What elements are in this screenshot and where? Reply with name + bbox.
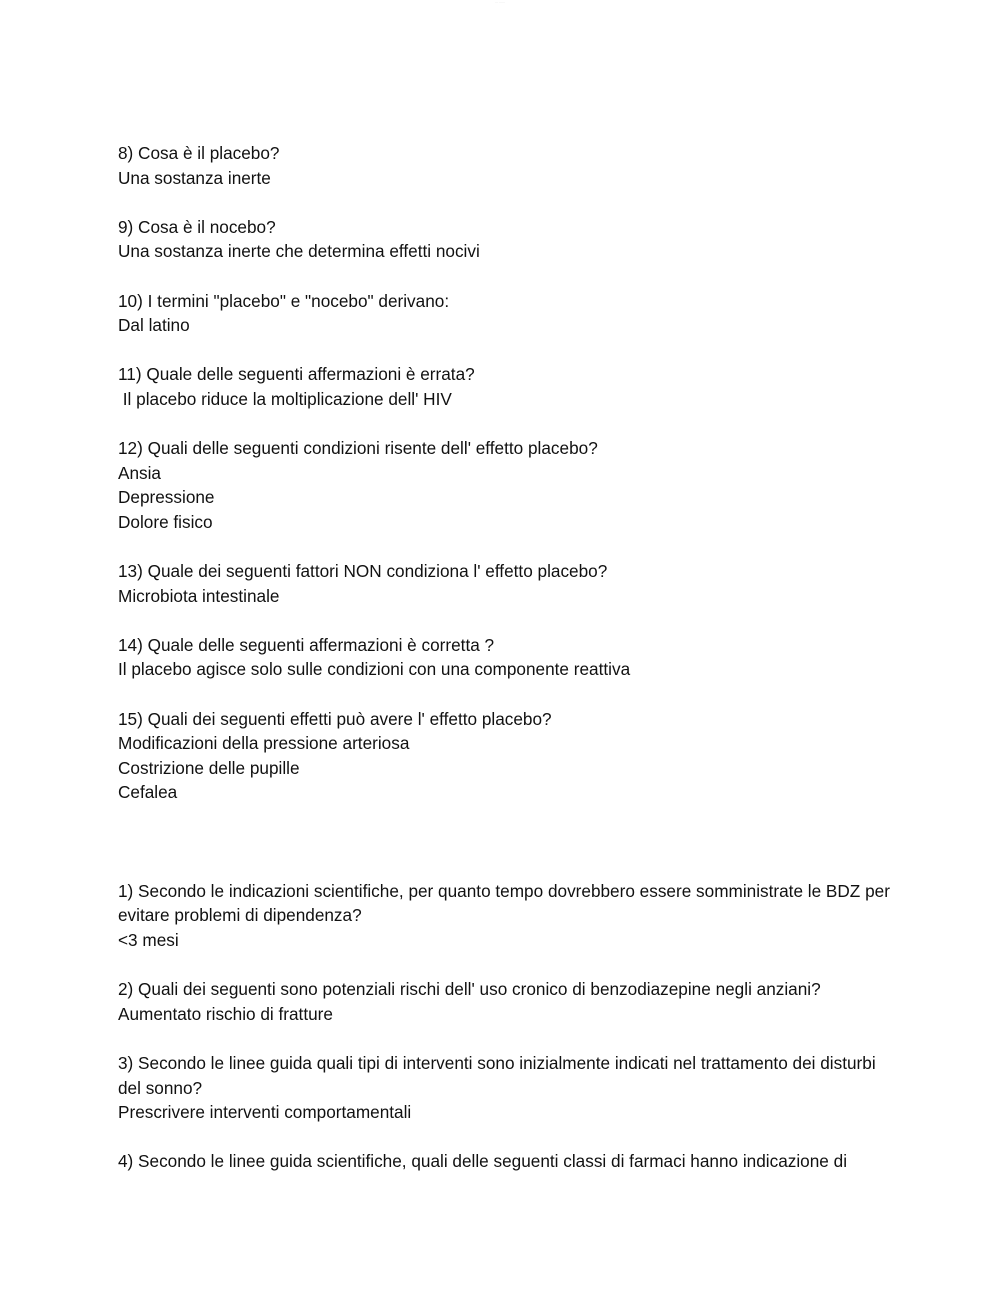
question-block-s2-1 xyxy=(118,879,898,953)
question-block-11 xyxy=(118,362,898,411)
answer-text: Prescrivere interventi comportamentali xyxy=(118,1102,412,1123)
answer-text: Il placebo riduce la moltiplicazione dell' HIV xyxy=(118,388,452,409)
question-text: 13) Quale dei seguenti fattori NON condiziona l' effetto placebo? xyxy=(118,561,608,582)
question-text: 2) Quali dei seguenti sono potenziali rischi dell' uso cronico di benzodiazepine negli anziani? xyxy=(118,979,821,1000)
question-block-s2-2 xyxy=(118,977,898,1026)
question-block-13 xyxy=(118,559,898,608)
section-spacer xyxy=(118,830,898,879)
question-text: 10) I termini "placebo" e "nocebo" derivano: xyxy=(118,290,450,311)
answer-text: Cefalea xyxy=(118,782,178,803)
question-block-14 xyxy=(118,633,898,682)
document-content xyxy=(118,141,898,1199)
answer-text: Aumentato rischio di fratture xyxy=(118,1003,333,1024)
answer-text: Microbiota intestinale xyxy=(118,585,280,606)
question-text: 3) Secondo le linee guida quali tipi di interventi sono inizialmente indicati nel trattamento dei disturbi del sonno? xyxy=(118,1052,881,1098)
answer-text: Una sostanza inerte che determina effetti nocivi xyxy=(118,241,480,262)
answer-text: Costrizione delle pupille xyxy=(118,757,300,778)
answer-text: Dolore fisico xyxy=(118,511,213,532)
question-block-15 xyxy=(118,707,898,805)
question-text: 15) Quali dei seguenti effetti può avere l' effetto placebo? xyxy=(118,708,552,729)
question-block-8 xyxy=(118,141,898,190)
question-block-10 xyxy=(118,289,898,338)
question-block-9 xyxy=(118,215,898,264)
answer-text: <3 mesi xyxy=(118,930,179,950)
question-text: 8) Cosa è il placebo? xyxy=(118,143,280,163)
answer-text: Una sostanza inerte xyxy=(118,167,271,188)
question-text: 14) Quale delle seguenti affermazioni è corretta ? xyxy=(118,634,495,655)
question-text: 11) Quale delle seguenti affermazioni è errata? xyxy=(118,364,475,385)
question-text: 1) Secondo le indicazioni scientifiche, per quanto tempo dovrebbero essere somministrate le BDZ per evitare problemi di dipendenza? xyxy=(118,880,895,926)
answer-text: Modificazioni della pressione arteriosa xyxy=(118,733,410,754)
answer-text: Il placebo agisce solo sulle condizioni con una componente reattiva xyxy=(118,659,631,680)
page-header-mark: ··· ······ xyxy=(495,0,505,4)
answer-text: Dal latino xyxy=(118,315,190,336)
answer-text: Ansia xyxy=(118,462,161,483)
question-text: 4) Secondo le linee guida scientifiche, quali delle seguenti classi di farmaci hanno indicazione di xyxy=(118,1151,848,1172)
question-block-s2-3 xyxy=(118,1051,898,1125)
question-text: 12) Quali delle seguenti condizioni risente dell' effetto placebo? xyxy=(118,438,598,459)
answer-text: Depressione xyxy=(118,487,215,508)
question-text: 9) Cosa è il nocebo? xyxy=(118,216,276,237)
question-block-s2-4 xyxy=(118,1149,898,1174)
question-block-12 xyxy=(118,436,898,534)
